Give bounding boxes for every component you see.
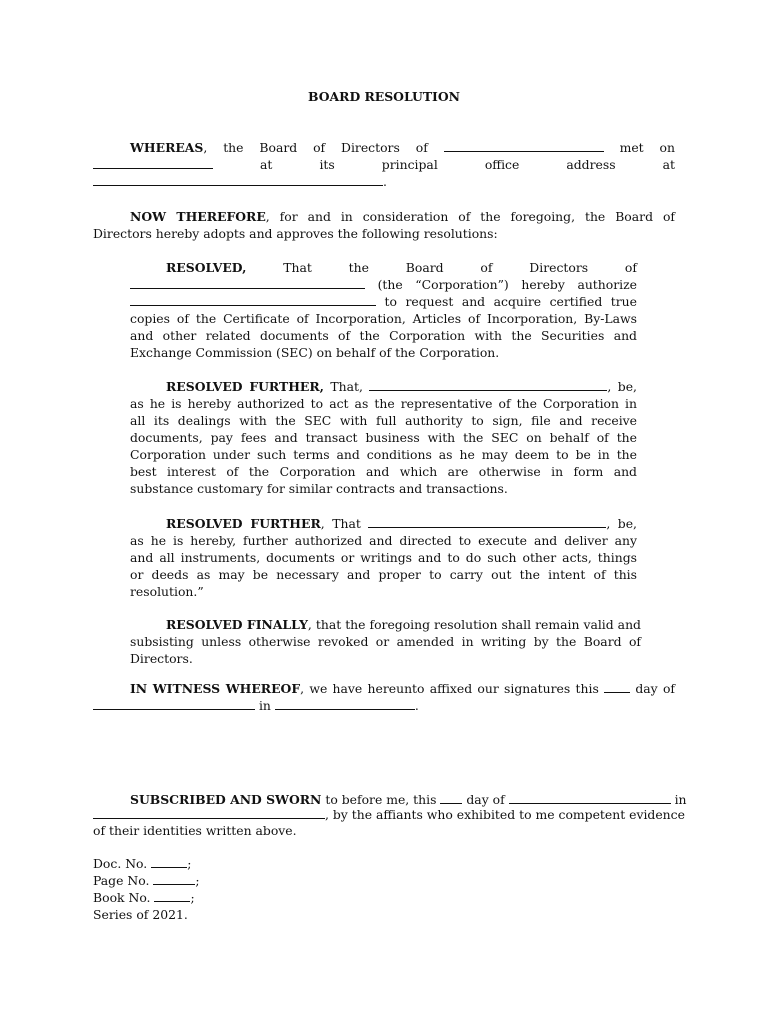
resolved-further-2-line-4: or deeds as may be necessary and proper to carry out the intent of this [130, 567, 637, 582]
resolved-further-1-line-3: all its dealings with the SEC with full authority to sign, file and receive [130, 413, 637, 428]
subscribed-line-2: , by the affiants who exhibited to me competent evidence [93, 806, 675, 823]
resolved-line-5: and other related documents of the Corporation with the Securities and [130, 328, 637, 343]
whereas-line-3: . [93, 173, 387, 190]
office-address-blank[interactable] [93, 174, 383, 186]
witness-lead: IN WITNESS WHEREOF [130, 681, 301, 696]
resolved-further-2-lead: RESOLVED FURTHER [166, 516, 321, 531]
book-no-blank[interactable] [154, 890, 190, 902]
meeting-date-blank[interactable] [93, 157, 213, 169]
resolved-further-1-lead: RESOLVED FURTHER, [166, 379, 324, 394]
whereas-lead: WHEREAS [130, 140, 204, 155]
resolved-line-6: Exchange Commission (SEC) on behalf of the Corporation. [130, 345, 500, 360]
resolved-further-1-line-6: best interest of the Corporation and which are otherwise in form and [130, 464, 637, 479]
book-no-line: Book No. ; [93, 890, 195, 905]
corporation-name-blank[interactable] [444, 140, 604, 152]
resolved-line-4: copies of the Certificate of Incorporation, Articles of Incorporation, By-Laws [130, 311, 637, 326]
resolved-further-1-line-1: RESOLVED FURTHER, That, , be, [166, 379, 637, 394]
whereas-met-on: met on [619, 140, 675, 155]
resolved-line-2: (the “Corporation”) hereby authorize [130, 276, 637, 293]
executor-name-blank[interactable] [368, 516, 606, 528]
subscribed-line-3: of their identities written above. [93, 823, 297, 838]
doc-no-line: Doc. No. ; [93, 856, 192, 871]
doc-no-blank[interactable] [151, 856, 187, 868]
resolved-further-2-line-2: as he is hereby, further authorized and directed to execute and deliver any [130, 533, 637, 548]
document-title: BOARD RESOLUTION [308, 89, 460, 104]
resolved-line-1: RESOLVED, That the Board of Directors of [166, 260, 637, 275]
witness-month-year-blank[interactable] [93, 698, 255, 710]
subscribed-place-blank[interactable] [93, 807, 325, 819]
page-no-line: Page No. ; [93, 873, 200, 888]
now-therefore-lead: NOW THEREFORE [130, 209, 266, 224]
resolved-finally-line-2: subsisting unless otherwise revoked or amended in writing by the Board of [130, 634, 641, 649]
resolved-further-2-line-3: and all instruments, documents or writings and to do such other acts, things [130, 550, 637, 565]
resolved-further-2-line-1: RESOLVED FURTHER, That , be, [166, 516, 637, 531]
resolved-further-1-line-7: substance customary for similar contracts and transactions. [130, 481, 508, 496]
resolved-finally-lead: RESOLVED FINALLY [166, 617, 308, 632]
resolved-finally-line-3: Directors. [130, 651, 193, 666]
resolved-further-1-line-2: as he is hereby authorized to act as the representative of the Corporation in [130, 396, 637, 411]
witness-line-1: IN WITNESS WHEREOF, we have hereunto affixed our signatures this day of [130, 681, 675, 696]
subscribed-month-blank[interactable] [509, 792, 671, 804]
series-line: Series of 2021. [93, 907, 188, 922]
authorized-person-blank[interactable] [130, 294, 376, 306]
witness-place-blank[interactable] [275, 698, 415, 710]
representative-name-blank[interactable] [369, 379, 607, 391]
witness-line-2: in . [93, 697, 419, 714]
page-no-blank[interactable] [153, 873, 195, 885]
now-therefore-line-1: NOW THEREFORE, for and in consideration of the foregoing, the Board of [130, 209, 675, 224]
resolved-further-2-line-5: resolution.” [130, 584, 204, 599]
resolved-further-1-line-4: documents, pay fees and transact business with the SEC on behalf of the [130, 430, 637, 445]
resolved-finally-line-1: RESOLVED FINALLY, that the foregoing resolution shall remain valid and [166, 617, 641, 632]
resolved-line-3: to request and acquire certified true [130, 293, 637, 310]
corporation-name-blank-2[interactable] [130, 277, 365, 289]
subscribed-day-blank[interactable] [440, 792, 462, 804]
whereas-line-2 [93, 156, 675, 173]
whereas-line-1 [130, 139, 675, 156]
whereas-text: , the Board of Directors of [203, 140, 428, 155]
subscribed-line-1: SUBSCRIBED AND SWORN to before me, this day of in [130, 792, 687, 807]
now-therefore-line-2: Directors hereby adopts and approves the following resolutions: [93, 226, 498, 241]
witness-day-blank[interactable] [604, 681, 630, 693]
resolved-further-1-line-5: Corporation under such terms and conditions as he may deem to be in the [130, 447, 637, 462]
whereas-address-text: at its principal office address at [260, 157, 675, 172]
subscribed-lead: SUBSCRIBED AND SWORN [130, 792, 322, 807]
resolved-lead: RESOLVED, [166, 260, 247, 275]
